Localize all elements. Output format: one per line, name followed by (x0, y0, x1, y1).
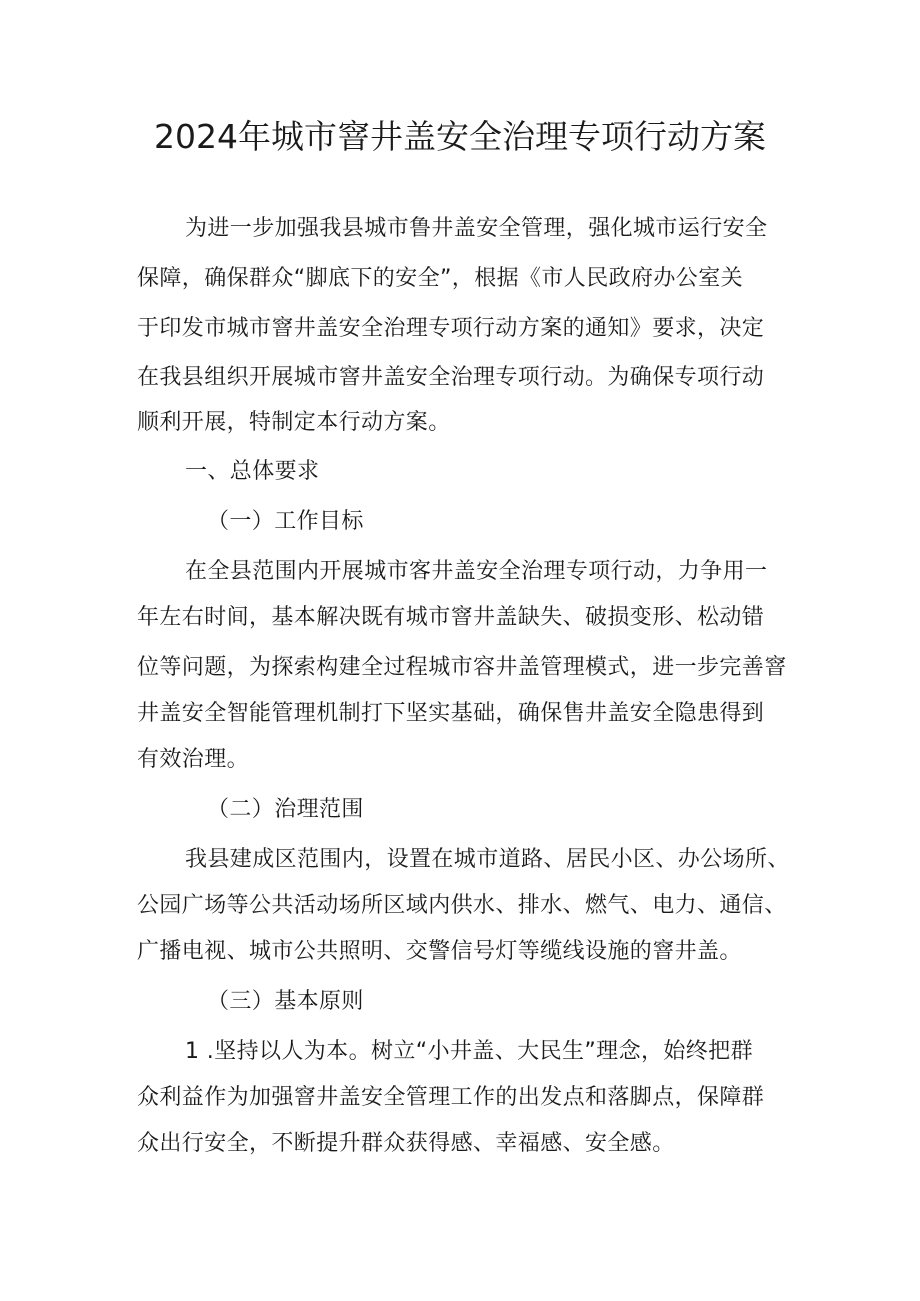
document-title: 2024年城市窨井盖安全治理专项行动方案 (154, 117, 766, 156)
intro-line-5: 顺利开展，特制定本行动方案。 (137, 410, 451, 435)
sub3-line-2: 众利益作为加强窨井盖安全管理工作的出发点和落脚点，保障群 (137, 1085, 765, 1110)
sub2-line-1: 我县建成区范围内，设置在城市道路、居民小区、办公场所、 (185, 847, 790, 872)
sub3-line-1: 1 .坚持以人为本。树立“小井盖、大民生”理念，始终把群 (185, 1039, 753, 1064)
sub2-line-2: 公园广场等公共活动场所区域内供水、排水、燃气、电力、通信、 (137, 893, 787, 918)
intro-line-2: 保障，确保群众“脚底下的安全”，根据《市人民政府办公室关 (137, 266, 743, 291)
intro-line-3: 于印发市城市窨井盖安全治理专项行动方案的通知》要求，决定 (137, 316, 765, 341)
section-heading-1: 一、总体要求 (185, 459, 320, 484)
subsection-heading-3: （三）基本原则 (207, 989, 364, 1014)
intro-line-1: 为进一步加强我县城市鲁井盖安全管理，强化城市运行安全 (185, 216, 768, 241)
subsection-heading-2: （二）治理范围 (207, 797, 364, 822)
sub2-line-3: 广播电视、城市公共照明、交警信号灯等缆线设施的窨井盖。 (137, 939, 742, 964)
subsection-heading-1: （一）工作目标 (207, 509, 364, 534)
sub1-line-1: 在全县范围内开展城市客井盖安全治理专项行动，力争用一 (185, 559, 768, 584)
intro-line-4: 在我县组织开展城市窨井盖安全治理专项行动。为确保专项行动 (137, 365, 765, 390)
sub1-line-2: 年左右时间，基本解决既有城市窨井盖缺失、破损变形、松动错 (137, 605, 765, 630)
sub1-line-3: 位等问题，为探索构建全过程城市容井盖管理模式，进一步完善窨 (137, 655, 787, 680)
sub1-line-5: 有效治理。 (137, 747, 250, 772)
sub1-line-4: 井盖安全智能管理机制打下坚实基础，确保售井盖安全隐患得到 (137, 701, 765, 726)
sub3-line-3: 众出行安全，不断提升群众获得感、幸福感、安全感。 (137, 1131, 675, 1156)
